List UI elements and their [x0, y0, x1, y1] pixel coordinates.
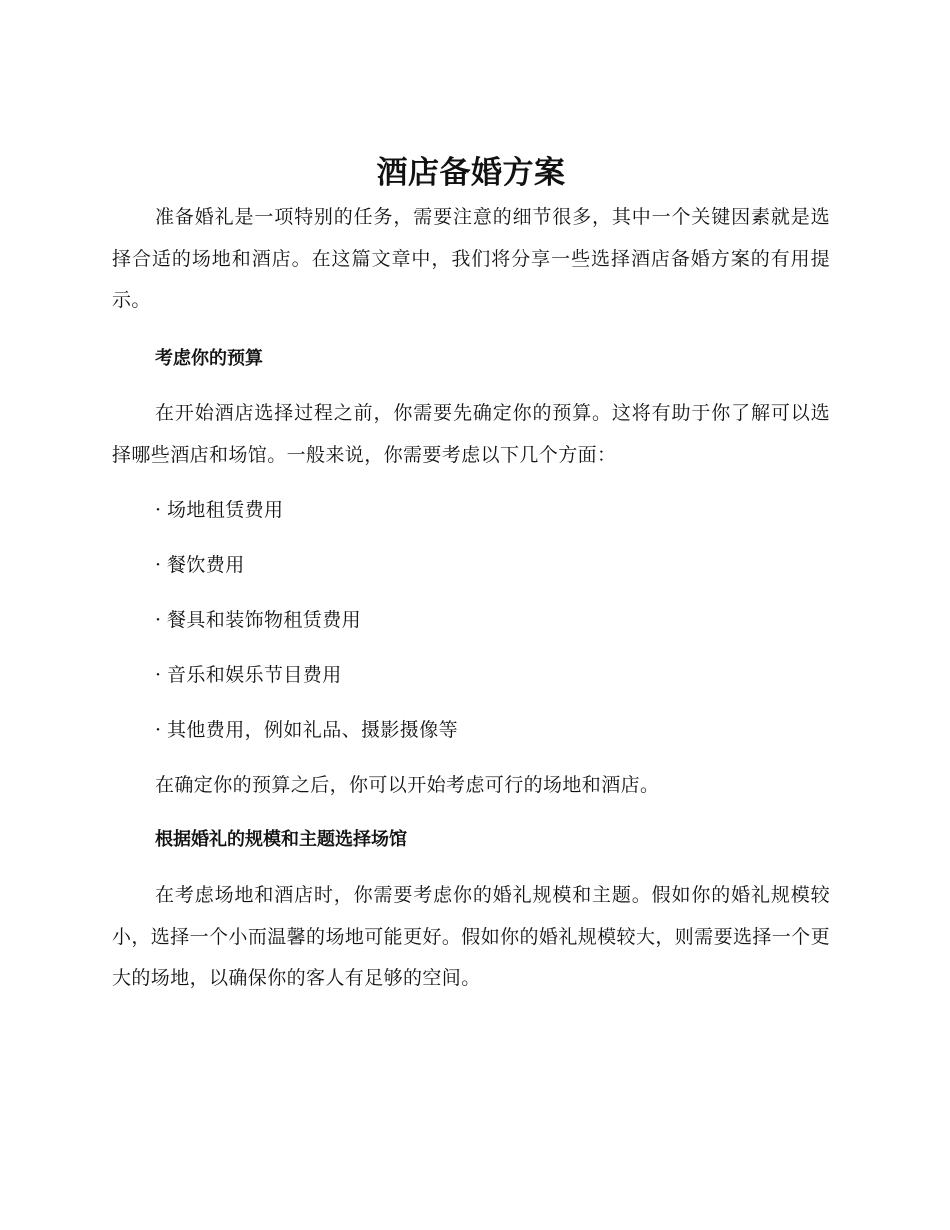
bullet-dot-icon: ·	[155, 664, 162, 686]
bullet-dot-icon: ·	[155, 554, 162, 576]
bullet-text: 其他费用，例如礼品、摄影摄像等	[167, 719, 459, 741]
bullet-item	[155, 550, 873, 580]
document-title: 酒店备婚方案	[376, 155, 566, 191]
bullet-item	[155, 715, 873, 745]
intro-paragraph: 准备婚礼是一项特别的任务，需要注意的细节很多，其中一个关键因素就是选择合适的场地和酒店。在这篇文章中，我们将分享一些选择酒店备婚方案的有用提示。	[112, 206, 830, 311]
budget-closing-paragraph: 在确定你的预算之后，你可以开始考虑可行的场地和酒店。	[155, 774, 660, 796]
bullet-dot-icon: ·	[155, 719, 162, 741]
bullet-text: 餐具和装饰物租赁费用	[167, 609, 362, 631]
bullet-text: 音乐和娱乐节目费用	[167, 664, 342, 686]
bullet-item	[155, 495, 873, 525]
venue-paragraph: 在考虑场地和酒店时，你需要考虑你的婚礼规模和主题。假如你的婚礼规模较小，选择一个小而温馨的场地可能更好。假如你的婚礼规模较大，则需要选择一个更大的场地，以确保你的客人有足够的空间。	[112, 884, 830, 989]
bullet-dot-icon: ·	[155, 499, 162, 521]
budget-paragraph: 在开始酒店选择过程之前，你需要先确定你的预算。这将有助于你了解可以选择哪些酒店和场馆。一般来说，你需要考虑以下几个方面：	[112, 402, 830, 466]
bullet-dot-icon: ·	[155, 609, 162, 631]
bullet-text: 餐饮费用	[167, 554, 245, 576]
section-heading-budget: 考虑你的预算	[155, 348, 263, 369]
section-heading-venue: 根据婚礼的规模和主题选择场馆	[155, 829, 407, 850]
bullet-text: 场地租赁费用	[167, 499, 284, 521]
bullet-item	[155, 605, 873, 635]
bullet-item	[155, 660, 873, 690]
